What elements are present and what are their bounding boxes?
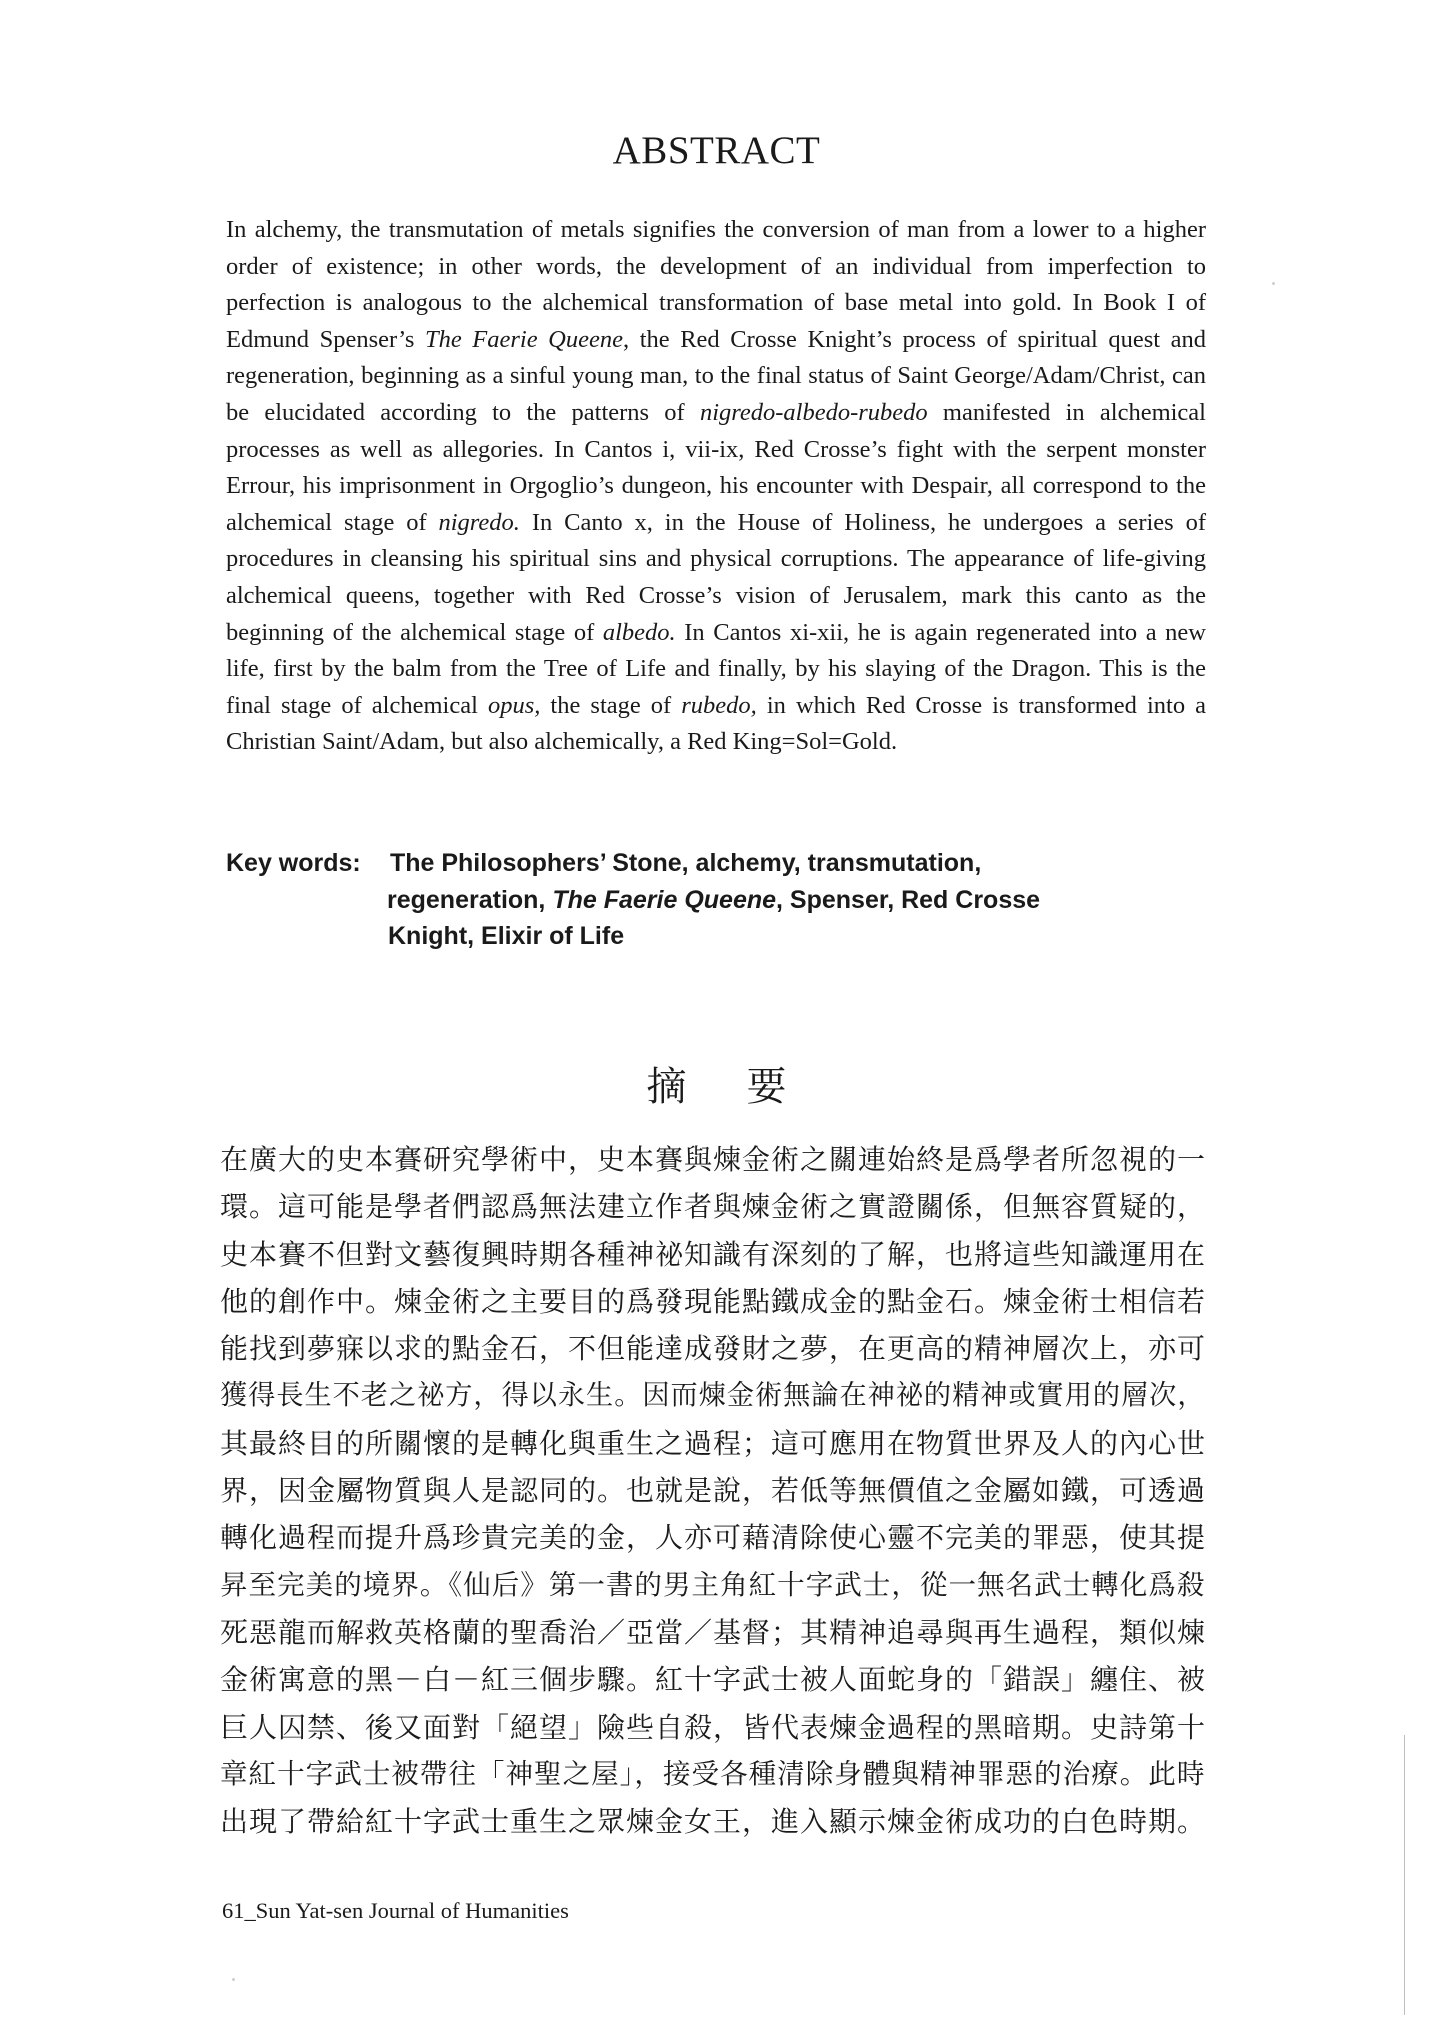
- scan-edge-line: [1404, 1735, 1405, 2015]
- abstract-text-run: the stage of: [540, 691, 682, 719]
- italic-term: opus,: [487, 691, 541, 719]
- chinese-abstract-line: 昇至完美的境界。《仙后》第一書的男主角紅十字武士，從一無名武士轉化爲殺: [220, 1568, 1206, 1601]
- chinese-abstract-line: 環。這可能是學者們認爲無法建立作者與煉金術之實證關係，但無容質疑的，: [220, 1190, 1207, 1224]
- chinese-abstract-line: 其最終目的所關懷的是轉化與重生之過程；這可應用在物質世界及人的內心世: [220, 1426, 1207, 1460]
- abstract-text-run: manifested in alchemical processes as well as allegories. In Cantos i, vii-ix, Red Crosse’s fight with the serpent monster Errour, his imprisonment in Orgoglio’s dungeon, his encounter with Despair, all correspond to the alchemical stage of: [226, 398, 1206, 536]
- chinese-abstract-title: 摘要: [646, 1064, 847, 1110]
- chinese-abstract-line: 史本賽不但對文藝復興時期各種神祕知識有深刻的了解，也將這些知識運用在: [220, 1237, 1207, 1271]
- scan-speck: [1272, 282, 1275, 285]
- abstract-text-run: in which Red Crosse is transformed into a Christian Saint/Adam, but also alchemically, a Red King=Sol=Gold.: [226, 691, 1207, 756]
- keywords-line-1: [226, 845, 1206, 882]
- chinese-abstract-line: 金術寓意的黑－白－紅三個步驟。紅十字武士被人面蛇身的「錯誤」纏住、被: [220, 1663, 1207, 1697]
- keywords-block: [226, 845, 1206, 955]
- keywords-line-2: [226, 882, 1206, 919]
- chinese-abstract-line: 死惡龍而解救英格蘭的聖喬治／亞當／基督；其精神追尋與再生過程，類似煉: [220, 1615, 1207, 1649]
- chinese-abstract-line: 能找到夢寐以求的點金石，不但能達成發財之夢，在更高的精神層次上，亦可: [220, 1332, 1207, 1366]
- keywords-text-2a: regeneration,: [387, 885, 553, 914]
- italic-term: nigredo.: [438, 508, 520, 536]
- italic-term: The Faerie Queene: [424, 325, 623, 353]
- abstract-title: ABSTRACT: [612, 129, 821, 172]
- abstract-text-run: In Canto x, in the House of Holiness, he undergoes a series of procedures in cleansing his spiritual sins and physical corruptions. The appearance of life-giving alchemical queens, together with Red Crosse’s vision of Jerusalem, mark this canto as the beginning of the alchemical stage of: [226, 508, 1206, 646]
- abstract-text-run: In Cantos xi-xii, he is again regenerated into a new life, first by the balm from the Tree of Life and finally, by his slaying of the Dragon. This is the final stage of alchemical: [226, 618, 1206, 719]
- chinese-abstract-line: 在廣大的史本賽研究學術中，史本賽與煉金術之關連始終是爲學者所忽視的一: [220, 1143, 1207, 1176]
- keywords-text-2b: , Spenser, Red Crosse: [776, 885, 1041, 914]
- keywords-line-3: Knight, Elixir of Life: [388, 922, 625, 950]
- italic-term: rubedo,: [681, 691, 757, 719]
- italic-term: nigredo-albedo-rubedo: [699, 398, 928, 426]
- abstract-paragraph: [226, 212, 1206, 761]
- chinese-abstract-line: 他的創作中。煉金術之主要目的爲發現能點鐵成金的點金石。煉金術士相信若: [220, 1284, 1207, 1318]
- chinese-abstract-line: 巨人囚禁、後又面對「絕望」險些自殺，皆代表煉金過程的黑暗期。史詩第十: [220, 1710, 1207, 1744]
- chinese-abstract-body: [220, 1136, 1210, 1845]
- chinese-abstract-line: 章紅十字武士被帶往「神聖之屋」，接受各種清除身體與精神罪惡的治療。此時: [220, 1757, 1206, 1790]
- italic-term: albedo.: [602, 618, 676, 646]
- chinese-abstract-line: 出現了帶給紅十字武士重生之眾煉金女王，進入顯示煉金術成功的白色時期。: [220, 1805, 1207, 1839]
- chinese-abstract-line: 轉化過程而提升爲珍貴完美的金，人亦可藉清除使心靈不完美的罪惡，使其提: [220, 1521, 1207, 1555]
- keywords-text-1: The Philosophers’ Stone, alchemy, transmutation,: [389, 849, 982, 877]
- chinese-abstract-line: 獲得長生不老之祕方，得以永生。因而煉金術無論在神祕的精神或實用的層次，: [220, 1380, 1206, 1412]
- abstract-text-run: , the Red Crosse Knight’s process of spiritual quest and regeneration, beginning as a sinful young man, to the final status of Saint George/Adam/Christ, can be elucidated according to the patterns of: [226, 325, 1206, 426]
- chinese-abstract-line: 界，因金屬物質與人是認同的。也就是說，若低等無價值之金屬如鐵，可透過: [220, 1474, 1207, 1508]
- keywords-label: Key words:: [226, 849, 361, 877]
- abstract-body: [226, 212, 1206, 761]
- scan-speck: [232, 1978, 235, 1981]
- abstract-text-run: In alchemy, the transmutation of metals signifies the conversion of man from a lower to a higher order of existence; in other words, the development of an individual from imperfection to perfection is analogous to the alchemical transformation of base metal into gold. In Book I of Edmund Spenser’s: [226, 216, 1206, 353]
- page-footer: 61_Sun Yat-sen Journal of Humanities: [222, 1898, 569, 1923]
- keywords-text-2-title: The Faerie Queene: [552, 885, 777, 914]
